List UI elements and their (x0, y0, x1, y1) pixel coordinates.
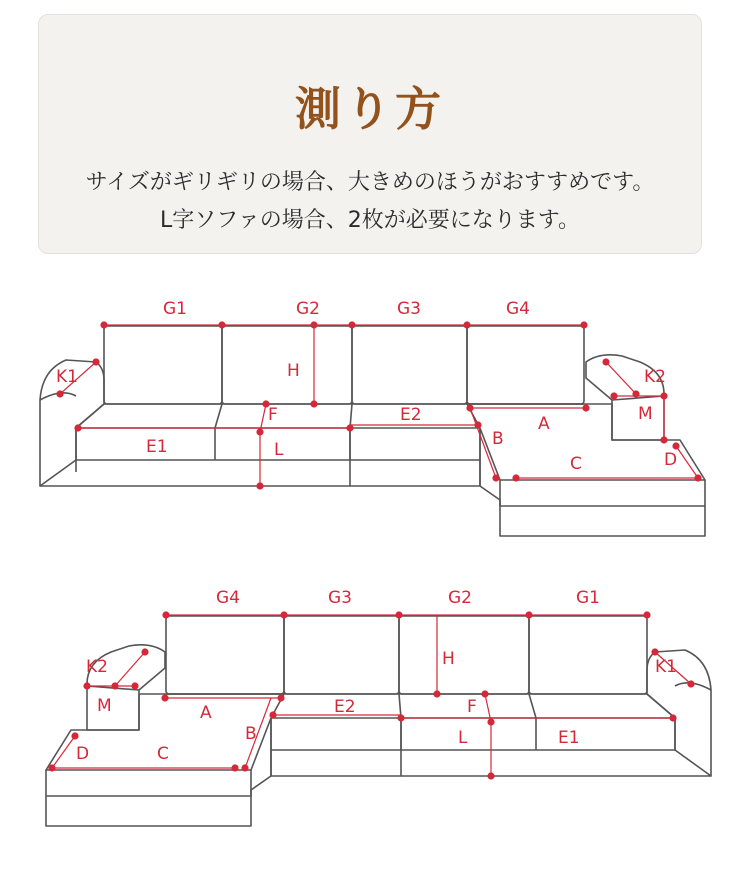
label-g1: G1 (576, 588, 600, 608)
seat-front (350, 428, 480, 486)
label-k1: K1 (56, 367, 78, 387)
base (40, 460, 350, 486)
label-h: H (442, 649, 455, 669)
back-cushion (166, 616, 284, 694)
chaise-side (480, 428, 705, 536)
chaise-seam (500, 480, 705, 506)
label-k1: K1 (655, 657, 677, 677)
seat-front (401, 718, 675, 750)
back-cushion (399, 616, 529, 694)
label-k2: K2 (644, 367, 666, 387)
sofa-diagram-left-chaise (46, 616, 711, 826)
seat-front (271, 718, 401, 776)
label-h: H (287, 361, 300, 381)
measure-lines-bottom (49, 612, 694, 779)
label-g4: G4 (216, 588, 240, 608)
label-m: M (638, 404, 653, 424)
label-a: A (200, 703, 212, 723)
back-cushion (467, 326, 584, 404)
sofa-diagram-right-chaise (40, 326, 705, 536)
back-cushion (529, 616, 647, 694)
advice-text-1: サイズがギリギリの場合、大きめのほうがおすすめです。 (85, 170, 655, 195)
seat-front (76, 428, 350, 460)
label-e1: E1 (146, 437, 168, 457)
label-e1: E1 (558, 728, 580, 748)
label-e2: E2 (334, 697, 356, 717)
label-m: M (97, 696, 112, 716)
label-g3: G3 (397, 299, 421, 319)
advice-text-2: L字ソファの場合、2枚が必要になります。 (159, 208, 581, 233)
label-g1: G1 (163, 299, 187, 319)
label-g2: G2 (448, 588, 472, 608)
label-d: D (664, 450, 678, 470)
measure-lines-top (57, 322, 701, 489)
label-d: D (76, 744, 90, 764)
page-title: 測り方 (295, 82, 445, 136)
label-a: A (538, 414, 550, 434)
chaise-seam (46, 770, 251, 796)
label-b: B (492, 429, 504, 449)
label-f: F (268, 405, 278, 425)
label-c: C (570, 454, 582, 474)
label-g4: G4 (506, 299, 530, 319)
label-l: L (274, 440, 284, 460)
label-g3: G3 (328, 588, 352, 608)
label-f: F (467, 697, 477, 717)
back-cushion (352, 326, 467, 404)
back-cushion (104, 326, 222, 404)
back-cushion (284, 616, 399, 694)
label-l: L (458, 728, 468, 748)
label-c: C (157, 744, 169, 764)
label-g2: G2 (296, 299, 320, 319)
label-b: B (245, 724, 257, 744)
chaise-side (46, 718, 271, 826)
label-e2: E2 (400, 405, 422, 425)
label-k2: K2 (86, 657, 108, 677)
